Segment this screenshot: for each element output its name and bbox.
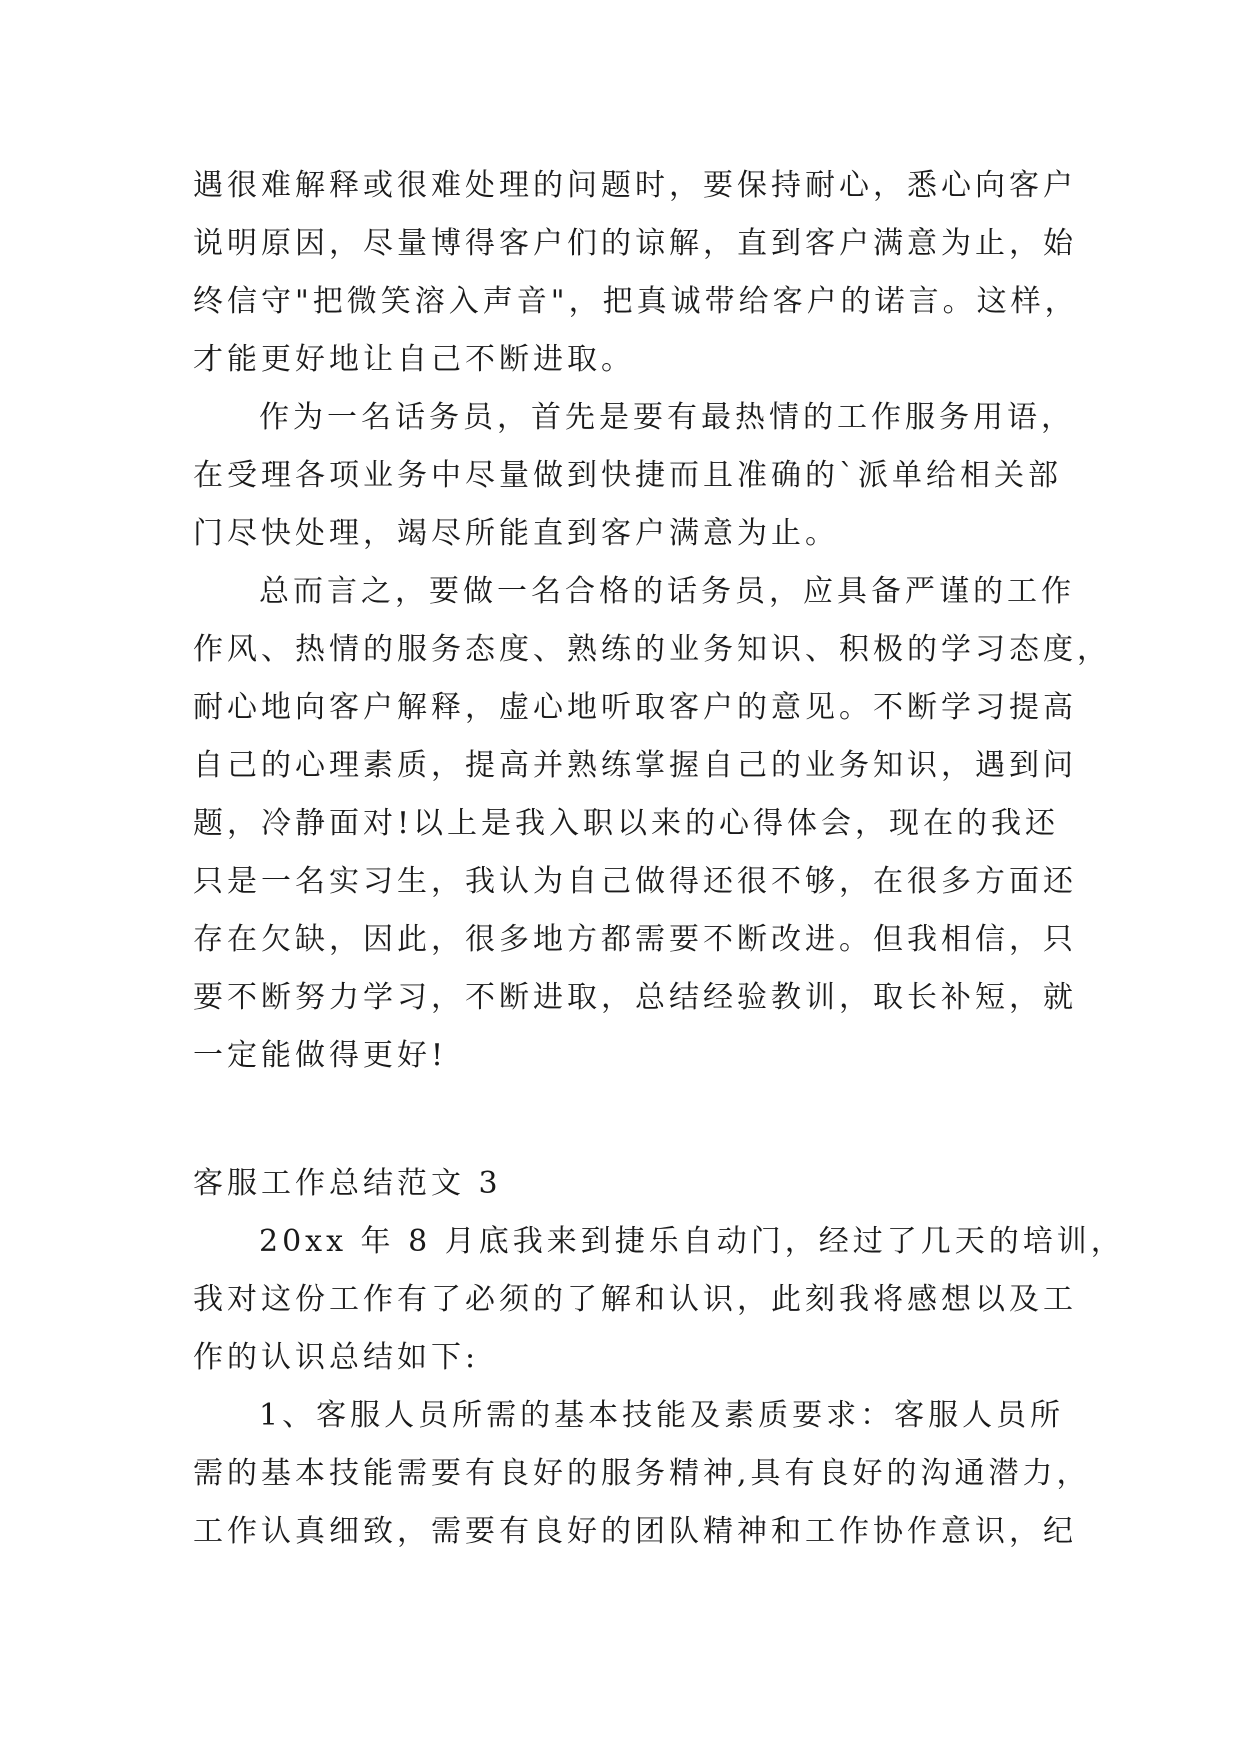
text-line: 存在欠缺，因此，很多地方都需要不断改进。但我相信，只	[193, 922, 1077, 957]
text-line: 作风、热情的服务态度、熟练的业务知识、积极的学习态度，	[193, 632, 1111, 667]
text-line: 在受理各项业务中尽量做到快捷而且准确的`派单给相关部	[193, 458, 1062, 493]
text-line: 工作认真细致，需要有良好的团队精神和工作协作意识，纪	[193, 1514, 1077, 1549]
text-line: 1、客服人员所需的基本技能及素质要求：客服人员所	[259, 1398, 1065, 1433]
text-line: 才能更好地让自己不断进取。	[193, 342, 635, 377]
text-line: 需的基本技能需要有良好的服务精神,具有良好的沟通潜力，	[193, 1456, 1091, 1491]
text-line: 耐心地向客户解释，虚心地听取客户的意见。不断学习提高	[193, 690, 1077, 725]
text-line: 作为一名话务员，首先是要有最热情的工作服务用语，	[259, 400, 1075, 435]
text-line: 终信守"把微笑溶入声音"，把真诚带给客户的诺言。这样，	[193, 284, 1079, 319]
text-line: 门尽快处理，竭尽所能直到客户满意为止。	[193, 516, 839, 551]
text-line: 遇很难解释或很难处理的问题时，要保持耐心，悉心向客户	[193, 168, 1077, 203]
text-line: 20xx 年 8 月底我来到捷乐自动门，经过了几天的培训，	[259, 1224, 1125, 1259]
text-line: 要不断努力学习，不断进取，总结经验教训，取长补短，就	[193, 980, 1077, 1015]
text-line: 题，冷静面对!以上是我入职以来的心得体会，现在的我还	[193, 806, 1060, 841]
body-text-after	[193, 1213, 1125, 1561]
text-line: 作的认识总结如下:	[193, 1340, 480, 1375]
text-line: 总而言之，要做一名合格的话务员，应具备严谨的工作	[259, 574, 1075, 609]
text-line: 自己的心理素质，提高并熟练掌握自己的业务知识，遇到问	[193, 748, 1077, 783]
section-heading: 客服工作总结范文 3	[193, 1166, 502, 1201]
text-line: 一定能做得更好!	[193, 1038, 448, 1073]
text-line: 只是一名实习生，我认为自己做得还很不够，在很多方面还	[193, 864, 1077, 899]
body-text-before	[193, 157, 1111, 1085]
text-line: 我对这份工作有了必须的了解和认识，此刻我将感想以及工	[193, 1282, 1077, 1317]
text-line: 说明原因，尽量博得客户们的谅解，直到客户满意为止，始	[193, 226, 1077, 261]
